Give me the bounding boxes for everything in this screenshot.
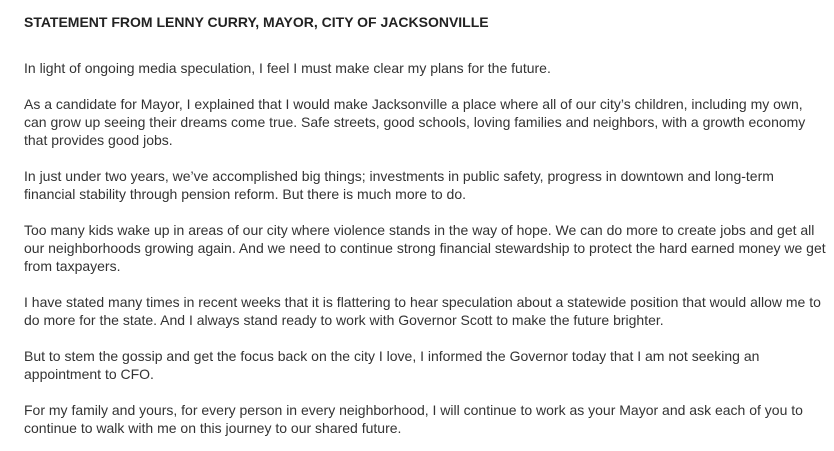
statement-paragraph-5: I have stated many times in recent weeks that it is flattering to hear speculation about a statewide position that would allow me to do more for the state. And I always stand ready to work with Governor Scott to make the future brighter. bbox=[24, 294, 821, 328]
statement-paragraph-2: As a candidate for Mayor, I explained that I would make Jacksonville a place where all of our city’s children, including my own, can grow up seeing their dreams come true. Safe streets, good schools, loving families and neighbors, with a growth economy that provides good jobs. bbox=[24, 96, 806, 148]
statement-paragraph-4: Too many kids wake up in areas of our city where violence stands in the way of hope. We can do more to create jobs and get all our neighborhoods growing again. And we need to continue strong financial stewardship to protect the hard earned money we get from taxpayers. bbox=[24, 222, 826, 274]
statement-heading: STATEMENT FROM LENNY CURRY, MAYOR, CITY OF JACKSONVILLE bbox=[24, 14, 489, 30]
statement-paragraph-3: In just under two years, we’ve accomplished big things; investments in public safety, progress in downtown and long-term financial stability through pension reform. But there is much more to do. bbox=[24, 168, 774, 202]
statement-paragraph-1: In light of ongoing media speculation, I feel I must make clear my plans for the future. bbox=[24, 60, 551, 76]
statement-paragraph-7: For my family and yours, for every person in every neighborhood, I will continue to work as your Mayor and ask each of you to continue to walk with me on this journey to our shared future. bbox=[24, 402, 803, 436]
statement-paragraph-6: But to stem the gossip and get the focus back on the city I love, I informed the Governor today that I am not seeking an appointment to CFO. bbox=[24, 348, 760, 382]
